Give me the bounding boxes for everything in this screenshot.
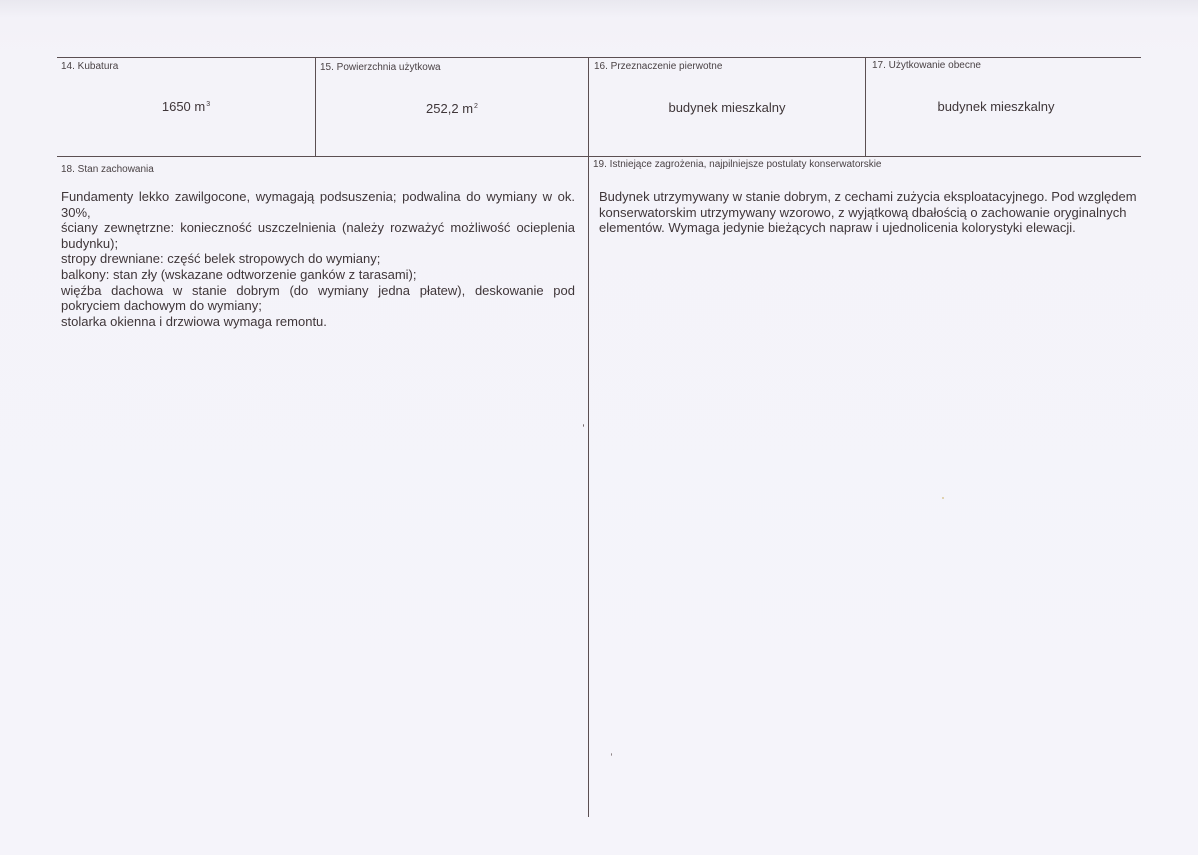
- kubatura-unit-exponent: 3: [206, 101, 211, 108]
- uzytkowanie-label: 17. Użytkowanie obecne: [872, 60, 981, 71]
- zagrozenia-paragraph: Budynek utrzymywany w stanie dobrym, z cechami zużycia eksploatacyjnego. Pod względem konserwatorskim utrzymywany wzorowo, z wyjątkową dbałością o zachowanie oryginalnych elementów. Wymaga jedynie bieżących napraw i ujednolicenia kolorystyki elewacji.: [599, 189, 1137, 236]
- stan-line-fundamenty: Fundamenty lekko zawilgocone, wymagają podsuszenia; podwalina do wymiany w ok. 30%,: [61, 189, 575, 220]
- przeznaczenie-value: budynek mieszkalny: [668, 100, 786, 115]
- zagrozenia-text: [599, 189, 1139, 236]
- uzytkowanie-value: budynek mieszkalny: [937, 99, 1055, 114]
- powierzchnia-unit-exponent: 2: [474, 103, 478, 110]
- stan-zachowania-text: [61, 189, 575, 329]
- powierzchnia-value: [316, 101, 588, 117]
- scan-speck: [583, 424, 584, 427]
- kubatura-number: 1650 m: [161, 99, 206, 114]
- stan-zachowania-label: 18. Stan zachowania: [61, 164, 154, 175]
- powierzchnia-number: 252,2 m: [426, 101, 474, 116]
- kubatura-label: 14. Kubatura: [61, 61, 119, 72]
- zagrozenia-label: 19. Istniejące zagrożenia, najpilniejsze postulaty konserwatorskie: [593, 159, 882, 170]
- stan-line-balkony: balkony: stan zły (wskazane odtworzenie ganków z tarasami);: [61, 266, 417, 282]
- stan-line-wiezba: więźba dachowa w stanie dobrym (do wymiany jedna płatew), deskowanie pod pokryciem dachowym do wymiany;: [61, 282, 575, 314]
- scan-speck: [942, 497, 944, 499]
- row-divider-line: [57, 156, 1141, 157]
- scan-speck: [611, 753, 612, 756]
- top-border-line: [57, 57, 1141, 58]
- stan-line-stropy: stropy drewniane: część belek stropowych do wymiany;: [61, 251, 381, 267]
- stan-line-stolarka: stolarka okienna i drzwiowa wymaga remontu.: [61, 313, 327, 329]
- stan-line-sciany: ściany zewnętrzne: konieczność uszczelnienia (należy rozważyć możliwość ocieplenia budynku);: [61, 220, 575, 251]
- powierzchnia-label: 15. Powierzchnia użytkowa: [320, 62, 441, 73]
- kubatura-value: [57, 99, 315, 115]
- column-divider-2: [588, 57, 589, 817]
- przeznaczenie-label: 16. Przeznaczenie pierwotne: [594, 61, 723, 72]
